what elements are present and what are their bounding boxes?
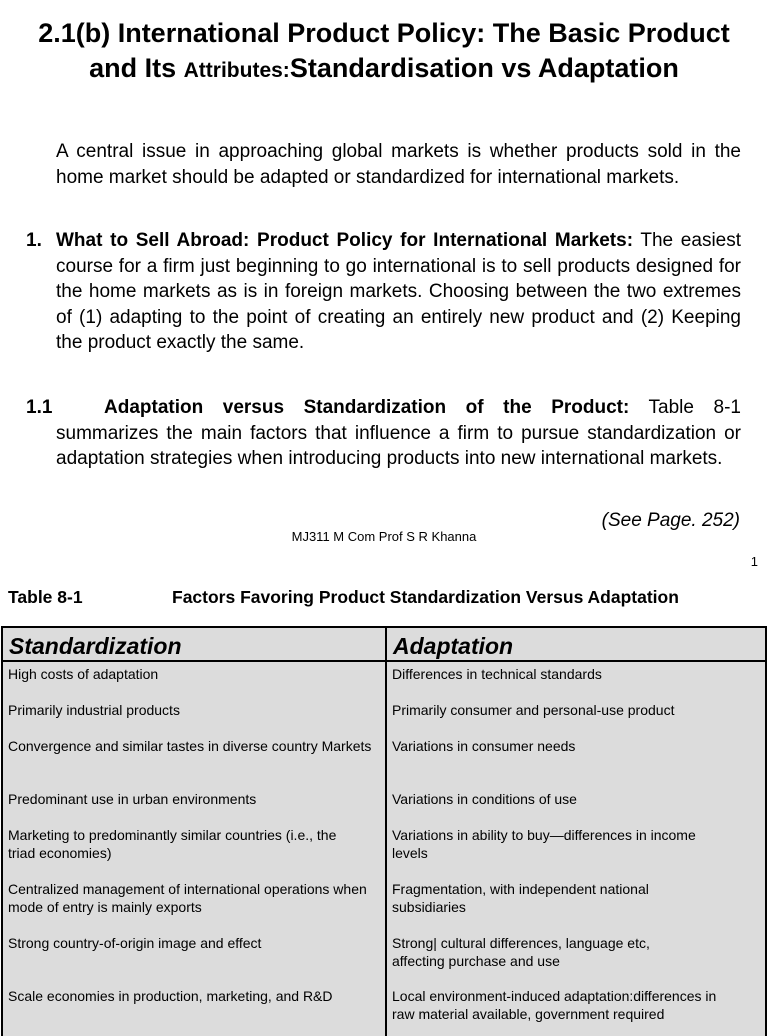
adaptation-header: Adaptation [387, 628, 765, 662]
page-reference: (See Page. 252) [601, 510, 740, 531]
table-cell: Local environment-induced adaptation:differences in raw material available, government required [392, 988, 717, 1022]
table-cell: Primarily consumer and personal-use product [392, 702, 675, 718]
factors-table [1, 626, 767, 1036]
table-cell: Strong| cultural differences, language etc, affecting purchase and use [392, 935, 650, 969]
standardization-header: Standardization [3, 628, 385, 662]
title-line-2-part-3: Standardisation vs Adaptation [289, 53, 679, 83]
title-line-2-part-2: Attributes: [183, 59, 290, 82]
item-1-text: The easiest course for a firm just beginning to go international is to sell products designed for the home markets as is in foreign markets. Choosing between the two extremes of (1) adapting to the point of creating an entirely new product and (2) Keeping the product exactly the same. [56, 230, 742, 353]
table-cell: Fragmentation, with independent national subsidiaries [392, 881, 649, 915]
intro-paragraph: A central issue in approaching global markets is whether products sold in the home market should be adapted or standardized for international markets. [56, 141, 741, 188]
table-cell: Convergence and similar tastes in diverse country Markets [8, 738, 372, 754]
table-cell: Primarily industrial products [8, 702, 180, 718]
title-line-1: 2.1(b) International Product Policy: The Basic Product [38, 18, 730, 48]
table-caption-label: Table 8-1 [8, 587, 83, 607]
page-number: 1 [750, 554, 758, 569]
item-2-text: Table 8-1 summarizes the main factors that influence a firm to pursue standardization or adaptation strategies when introducing products into new international markets. [56, 397, 741, 469]
table-cell: Variations in ability to buy—differences in income levels [392, 827, 696, 861]
table-cell: Predominant use in urban environments [8, 791, 257, 807]
title-line-2 [0, 51, 768, 88]
item-1-heading: What to Sell Abroad: Product Policy for International Markets: [56, 230, 634, 251]
table-cell: Scale economies in production, marketing, and R&D [8, 988, 333, 1004]
item-1-number: 1. [26, 230, 42, 251]
item-2-paragraph [56, 395, 741, 472]
item-2-number: 1.1 [26, 397, 53, 418]
table-cell: Differences in technical standards [392, 666, 602, 682]
table-cell: Variations in conditions of use [392, 791, 577, 807]
item-1-paragraph [56, 228, 741, 356]
footer-credit: MJ311 M Com Prof S R Khanna [291, 529, 477, 544]
table-cell: High costs of adaptation [8, 666, 159, 682]
item-2-heading: Adaptation versus Standardization of the Product: [104, 397, 630, 418]
table-cell: Strong country-of-origin image and effect [8, 935, 262, 951]
standardization-column [3, 628, 387, 1036]
table-caption-title: Factors Favoring Product Standardization Versus Adaptation [172, 587, 679, 607]
table-cell: Marketing to predominantly similar countries (i.e., the triad economies) [8, 827, 337, 861]
table-cell: Centralized management of international operations when mode of entry is mainly exports [8, 881, 367, 915]
slide-title [0, 16, 768, 88]
title-line-2-part-1: and Its [89, 53, 184, 83]
table-cell: Variations in consumer needs [392, 738, 576, 754]
adaptation-column [387, 628, 765, 1036]
